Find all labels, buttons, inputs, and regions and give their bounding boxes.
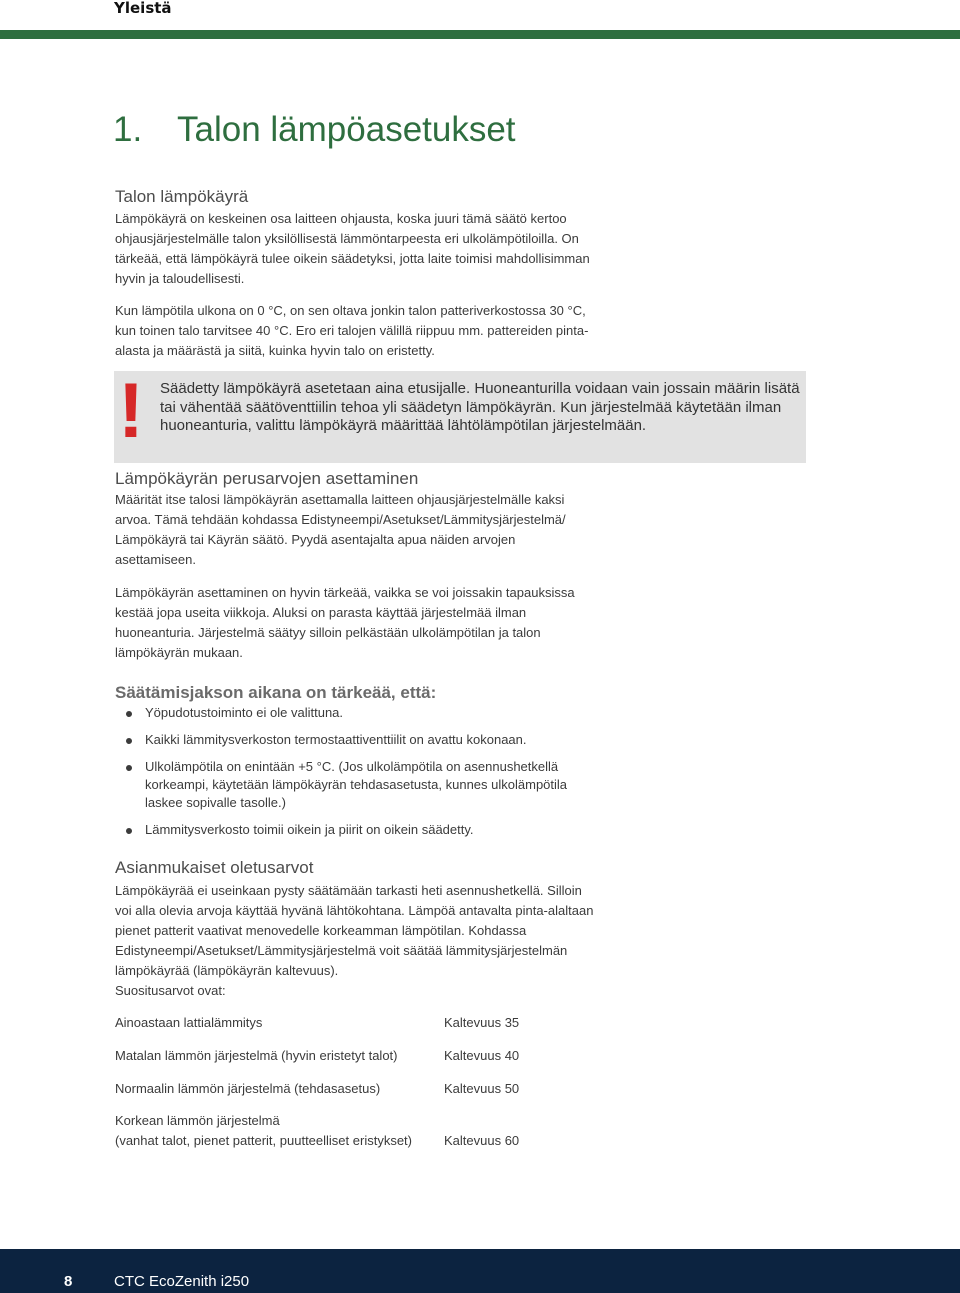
recommendation-system: Normaalin lämmön järjestelmä (tehdasasetus) bbox=[115, 1081, 381, 1096]
recommendation-system: Ainoastaan lattialämmitys bbox=[115, 1015, 263, 1030]
recommendation-value: Kaltevuus 60 bbox=[444, 1133, 520, 1148]
recommendation-value: Kaltevuus 40 bbox=[444, 1048, 520, 1063]
recommendation-system: Matalan lämmön järjestelmä (hyvin eristetyt talot) bbox=[115, 1048, 398, 1063]
recommendation-value: Kaltevuus 35 bbox=[444, 1015, 520, 1030]
section-heading-adjustment-period: Säätämisjakson aikana on tärkeää, että: bbox=[115, 683, 437, 702]
recommendation-system: Korkean lämmön järjestelmä bbox=[115, 1113, 280, 1128]
list-item: Ulkolämpötila on enintään +5 °C. (Jos ulkolämpötila on asennushetkellä korkeampi, käytetään lämpökäyrän tehdasasetusta, kunnes ulkolämpötila laskee sopivalle tasolle.) bbox=[115, 758, 595, 812]
recommendation-value: Kaltevuus 50 bbox=[444, 1081, 520, 1096]
section-heading-default-values: Asianmukaiset oletusarvot bbox=[115, 858, 314, 877]
paragraph-recommended-label: Suositusarvot ovat: bbox=[115, 983, 226, 998]
paragraph-base-values-1: Määrität itse talosi lämpökäyrän asettamalla laitteen ohjausjärjestelmälle kaksi arvoa. Tämä tehdään kohdassa Edistyneempi/Asetukset/Lämmitysjärjestelmä/ Lämpökäyrä tai Käyrän säätö. Pyydä asentajalta apua näiden arvojen asettamiseen. bbox=[115, 492, 566, 567]
paragraph-heat-curve-example: Kun lämpötila ulkona on 0 °C, on sen oltava jonkin talon patteriverkostossa 30 °C, kun toinen talo tarvitsee 40 °C. Ero eri talojen välillä riippuu mm. pattereiden pinta-alasta ja määrästä ja siitä, kuinka hyvin talo on eristetty. bbox=[115, 303, 589, 358]
paragraph-base-values-2: Lämpökäyrän asettaminen on hyvin tärkeää, vaikka se voi joissakin tapauksissa kestää jopa useita viikkoja. Aluksi on parasta käyttää järjestelmää ilman huoneanturia. Järjestelmä säätyy silloin pelkästään ulkolämpötilan ja talon lämpökäyrän mukaan. bbox=[115, 585, 575, 660]
paragraph-default-values: Lämpökäyrää ei useinkaan pysty säätämään tarkasti heti asennushetkellä. Silloin voi alla olevia arvoja käyttää hyvänä lähtökohtana. Lämpöä antavalta pinta-alaltaan pienet patterit vaativat menovedelle korkeamman lämpötilan. Kohdassa Edistyneempi/Asetukset/Lämmitysjärjestelmä voit säätää lämmitysjärjestelmän lämpökäyrää (lämpökäyrän kaltevuus). bbox=[115, 883, 594, 978]
chapter-title-text: Talon lämpöasetukset bbox=[177, 110, 516, 149]
chapter-number: 1. bbox=[113, 110, 143, 149]
section-heading-base-values: Lämpökäyrän perusarvojen asettaminen bbox=[115, 469, 419, 488]
list-item: Kaikki lämmitysverkoston termostaattiventtiilit on avattu kokonaan. bbox=[115, 731, 595, 749]
list-item: Lämmitysverkosto toimii oikein ja piirit on oikein säädetty. bbox=[115, 821, 595, 839]
section-heading-heat-curve: Talon lämpökäyrä bbox=[115, 187, 249, 206]
note-text: Säädetty lämpökäyrä asetetaan aina etusijalle. Huoneanturilla voidaan vain jossain määrin lisätä tai vähentää säätöventtiilin tehoa yli säädetyn lämpökäyrän. Kun järjestelmää käytetään ilman huoneanturia, valittu lämpökäyrä määrittää lähtölämpötilan järjestelmään. bbox=[160, 380, 800, 434]
list-item: Yöpudotustoiminto ei ole valittuna. bbox=[115, 704, 595, 722]
chapter-title bbox=[113, 110, 516, 150]
header-bar bbox=[0, 30, 960, 39]
exclamation-icon: ! bbox=[118, 366, 144, 454]
recommendation-system-detail: (vanhat talot, pienet patterit, puutteelliset eristykset) bbox=[115, 1133, 412, 1148]
section-label: Yleistä bbox=[114, 0, 172, 17]
page-number: 8 bbox=[64, 1273, 73, 1290]
paragraph-heat-curve-intro: Lämpökäyrä on keskeinen osa laitteen ohjausta, koska juuri tämä säätö kertoo ohjausjärjestelmälle talon yksilöllisestä lämmöntarpeesta eri ulkolämpötiloilla. On tärkeää, että lämpökäyrä tulee oikein säädetyksi, jotta laite toimisi mahdollisimman hyvin ja taloudellisesti. bbox=[115, 211, 590, 286]
footer-product-name: CTC EcoZenith i250 bbox=[114, 1273, 250, 1290]
adjustment-checklist bbox=[115, 704, 595, 848]
